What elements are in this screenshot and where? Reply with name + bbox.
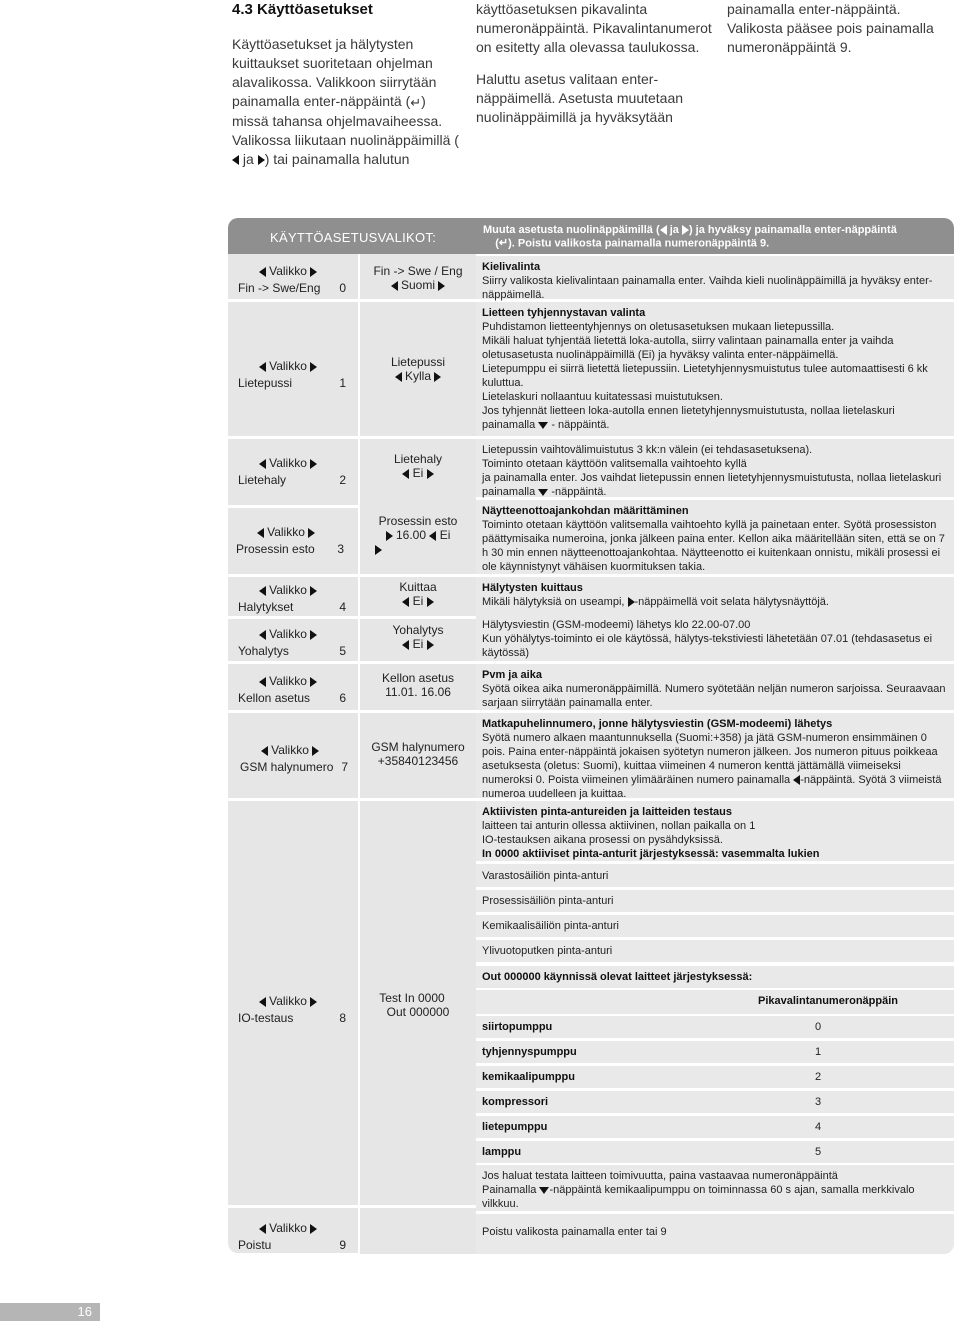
row-separator [228,798,476,801]
left-arrow-icon [259,267,266,277]
menu-item-number: 0 [339,281,346,295]
desc-yohalytys: Hälytysviestin (GSM-modeemi) lähetys klo 22.00-07.00 Kun yöhälytys-toiminto ei ole käytössä, hälytys-tekstiviesti lähetetään 07.01 (tehdasasetus ei käytössä) [476,614,954,661]
menu-item-label: Yohalytys [238,644,289,658]
right-arrow-icon [427,597,434,607]
value-cell-yohalytys: Yohalytys Ei [392,623,444,651]
left-arrow-icon [391,281,398,291]
row-separator [228,710,476,713]
row-separator [228,1205,476,1208]
menu-item-label: Halytykset [238,600,294,614]
device-row: lamppu 5 [476,1141,954,1163]
left-arrow-icon [261,746,268,756]
menu-item[interactable]: Valikko Kellon asetus 6 [238,674,346,705]
desc-lietehaly: Lietepussin vaihtovälimuistutus 3 kk:n välein (ei tehdasasetuksena). Toiminto otetaan käyttöön valitsemalla vaihtoehto kyllä ja painamalla enter. Jos vaihdat lietepussin ennen lietetyhjennysmuistutusta, nollaa lietelaskuri painamalla -näppäintä. [476,439,954,497]
menu-item[interactable]: Valikko IO-testaus 8 [238,994,346,1025]
left-arrow-icon [395,372,402,382]
row-separator [228,574,476,577]
right-arrow-icon [427,469,434,479]
device-row: kemikaalipumppu 2 [476,1066,954,1088]
menu-item-label: Fin -> Swe/Eng [238,281,321,295]
row-separator [228,436,476,439]
menu-item-number: 2 [339,473,346,487]
desc-kielivalinta: Kielivalinta Siirry valikosta kielivalintaan painamalla enter. Vaihda kieli nuolinäppäimillä ja hyväksy enter-näppäimellä. [476,256,954,299]
right-arrow-icon [434,372,441,382]
left-arrow-icon [259,362,266,372]
enter-key-icon: ↵ [498,237,509,249]
left-arrow-icon [402,469,409,479]
menu-item[interactable]: Valikko Prosessin esto 3 [236,525,344,556]
row-separator [228,299,476,302]
menu-item-number: 1 [339,376,346,390]
device-row: kompressori 3 [476,1091,954,1113]
sensor-row: Kemikaalisäiliön pinta-anturi [476,915,954,937]
menu-item-label: Prosessin esto [236,542,315,556]
enter-key-icon: ↵ [410,94,422,110]
right-arrow-icon [310,362,317,372]
right-arrow-icon [628,597,635,607]
down-arrow-icon [538,422,548,429]
right-arrow-icon [375,545,382,555]
left-arrow-icon [402,640,409,650]
menu-item-number: 5 [339,644,346,658]
menu-item-label: Poistu [238,1238,272,1252]
left-arrow-icon [259,997,266,1007]
desc-pvm-aika: Pvm ja aika Syötä oikea aika numeronäppäimillä. Numero syötetään neljän numeron sarjoissa. Seuraavaan sarjaan siirrytään painamalla enter. [476,664,954,710]
right-arrow-icon [427,640,434,650]
menu-item[interactable]: Valikko Lietehaly 2 [238,456,346,487]
value-cell-kellon-asetus: Kellon asetus 11.01. 16.06 [381,671,455,699]
intro-paragraph-4: painamalla enter-näppäintä. Valikosta pääsee pois painamalla numeronäppäintä 9. [727,1,934,55]
menu-item[interactable]: Valikko GSM halynumero 7 [240,743,348,774]
desc-test-note: Jos haluat testata laitteen toimivuutta, paina vastaavaa numeronäppäintä Painamalla -näppäintä kemikaalipumppu on toiminnassa 60 s ajan, samalla merkkivalo vilkkuu. [476,1165,954,1211]
menu-item-number: 9 [339,1238,346,1252]
menu-item-label: Lietehaly [238,473,287,487]
right-arrow-icon [258,155,265,165]
menu-item-label: GSM halynumero [240,760,334,774]
sensor-row: Varastosäiliön pinta-anturi [476,864,954,887]
desc-halytykset: Hälytysten kuittaus Mikäli hälytyksiä on useampi, -näppäimellä voit selata hälytysnäyttöjä. [476,577,954,616]
value-cell-io-test: Test In 0000 Out 000000 [379,991,450,1019]
left-arrow-icon [429,531,436,541]
intro-paragraph-3: Haluttu asetus valitaan enter-näppäimellä. Asetusta muutetaan nuolinäppäimillä ja hyväksytään [476,71,684,125]
left-arrow-icon [402,597,409,607]
intro-paragraph-1: Käyttöasetukset ja hälytysten kuittaukset suoritetaan ohjelman alavalikossa. Valikkoon siirrytään painamalla enter-näppäintä (↵) missä tahansa ohjelmavaiheessa. Valikossa liikutaan nuolinäppäimillä ( ja ) tai painamalla halutun [232,36,459,167]
left-arrow-icon [259,586,266,596]
intro-col-3 [727,0,952,70]
right-arrow-icon [310,677,317,687]
section-title: 4.3 Käyttöasetukset [232,1,373,18]
left-arrow-icon [259,677,266,687]
row-separator [228,661,476,664]
menu-item[interactable]: Valikko Halytykset 4 [238,583,346,614]
menu-item-label: IO-testaus [238,1011,294,1025]
menu-item-number: 6 [339,691,346,705]
menu-item-number: 8 [339,1011,346,1025]
right-arrow-icon [438,281,445,291]
intro-paragraph-2: käyttöasetuksen pikavalinta numeronäppäintä. Pikavalintanumerot on esitetty alla olevassa taulukossa. [476,1,712,55]
value-cell-language: Fin -> Swe / Eng Suomi [373,264,463,292]
down-arrow-icon [539,1187,549,1194]
menu-item-number: 7 [341,760,348,774]
row-separator [228,616,476,619]
menu-item-label: Lietepussi [238,376,293,390]
device-row: tyhjennyspumppu 1 [476,1041,954,1063]
desc-gsm: Matkapuhelinnumero, jonne hälytysviestin (GSM-modeemi) lähetys Syötä numero alkaen maantunnuksella (Suomi:+358) ja jätä GSM-numeron ensimmäinen 0 pois. Paina enter-näppäintä jokaisen syötetyn numeron jälkeen. Jos numeron pituus poikkeaa asetuksesta (oletus: Suomi), kuittaa viimeinen 4 numeron kenttä jättämällä viimeiseksi numeroksi 0. Poista viimeinen ylimääräinen numero painamalla -näppäintä. Syötä 3 viimeistä numeroa uudelleen ja kuittaa. [476,713,954,798]
right-arrow-icon [310,630,317,640]
description-header: Muuta asetusta nuolinäppäimillä ( ja ) ja hyväksy painamalla enter-näppäintä (↵). Poistu valikosta painamalla numeronäppäintä 9. [476,218,954,254]
right-arrow-icon [310,459,317,469]
menu-header: KÄYTTÖASETUSVALIKOT: [228,218,476,254]
right-arrow-icon [312,746,319,756]
left-arrow-icon [660,225,667,235]
left-arrow-icon [259,459,266,469]
left-arrow-icon [232,155,239,165]
value-cell-lietepussi: Lietepussi Kylla [390,355,446,383]
value-cell-lietehaly: Lietehaly Ei [393,452,443,480]
intro-col-1 [232,0,462,182]
intro-col-2 [476,0,712,140]
desc-poistu: Poistu valikosta painamalla enter tai 9 [476,1214,954,1254]
menu-item-number: 4 [339,600,346,614]
sensor-row: Prosessisäiliön pinta-anturi [476,890,954,912]
menu-item-label: Kellon asetus [238,691,311,705]
pikavalinta-header: Pikavalintanumeronäppäin [476,990,954,1014]
sensor-row: Ylivuotoputken pinta-anturi [476,940,954,962]
device-row: lietepumppu 4 [476,1116,954,1138]
device-row: siirtopumppu 0 [476,1016,954,1038]
menu-item[interactable]: Valikko Poistu 9 [238,1221,346,1252]
down-arrow-icon [538,489,548,496]
desc-lietepussi: Lietteen tyhjennystavan valinta Puhdistamon lietteentyhjennys on oletusasetuksen mukaan lietepussilla. Mikäli haluat tyhjentää lietettä loka-autolla, siirry valintaan painamalla enter ja vaihda oletusasetusta nuolinäppäimillä (Ei) ja hyväksy valinta enter-näppäimellä. Lietepumppu ei siirrä lietettä lietepussiin. Lietetyhjennysmuistutus tulee automaattisesti 6 kk kuluttua. Lietelaskuri nollaantuu kuitatessasi muistutuksen. Jos tyhjennät lietteen loka-autolla ennen lietetyhjennysmuistutusta, nollaa lietelaskuri painamalla - näppäintä. [476,302,954,436]
desc-prosessin-esto: Näytteenottoajankohdan määrittäminen Toiminto otetaan käyttöön valitsemalla vaihtoehto kyllä ja painetaan enter. Syötä prosessiston päättymisaika numeroina, jonka jälkeen paina enter. Kellon aika määritellään siten, että se on 7 h 30 min ennen näytteenottoajankohtaa. Näytteenotto ei kuitenkaan onnistu, mikäli prosessi ei ole käynnistynyt vähäisen kuormituksen takia. [476,500,954,574]
left-arrow-icon [257,528,264,538]
menu-item[interactable]: Valikko Lietepussi 1 [238,359,346,390]
right-arrow-icon [310,997,317,1007]
right-arrow-icon [386,531,393,541]
right-arrow-icon [682,225,689,235]
right-arrow-icon [310,267,317,277]
menu-item-number: 3 [337,542,344,556]
left-arrow-icon [259,1224,266,1234]
value-cell-gsm: GSM halynumero +35840123456 [371,740,465,768]
right-arrow-icon [308,528,315,538]
row-separator [228,505,358,508]
right-arrow-icon [310,1224,317,1234]
desc-io-testaus: Aktiivisten pinta-antureiden ja laitteiden testaus laitteen tai anturin ollessa aktiivinen, nollan paikalla on 1 IO-testauksen aikana prosessi on pysähdyksissä. In 0000 aktiiviset pinta-anturit järjestyksessä: vasemmalta lukien [476,801,954,861]
value-cell-prosessin-esto: Prosessin esto 16.00 Ei [363,514,473,556]
page-number: 16 [0,1303,100,1321]
menu-item[interactable]: Valikko Yohalytys 5 [238,627,346,658]
out-header: Out 000000 käynnissä olevat laitteet järjestyksessä: [476,966,954,988]
value-cell-kuittaa: Kuittaa Ei [399,580,437,608]
left-arrow-icon [259,630,266,640]
right-arrow-icon [310,586,317,596]
menu-item[interactable]: Valikko Fin -> Swe/Eng 0 [238,264,346,295]
